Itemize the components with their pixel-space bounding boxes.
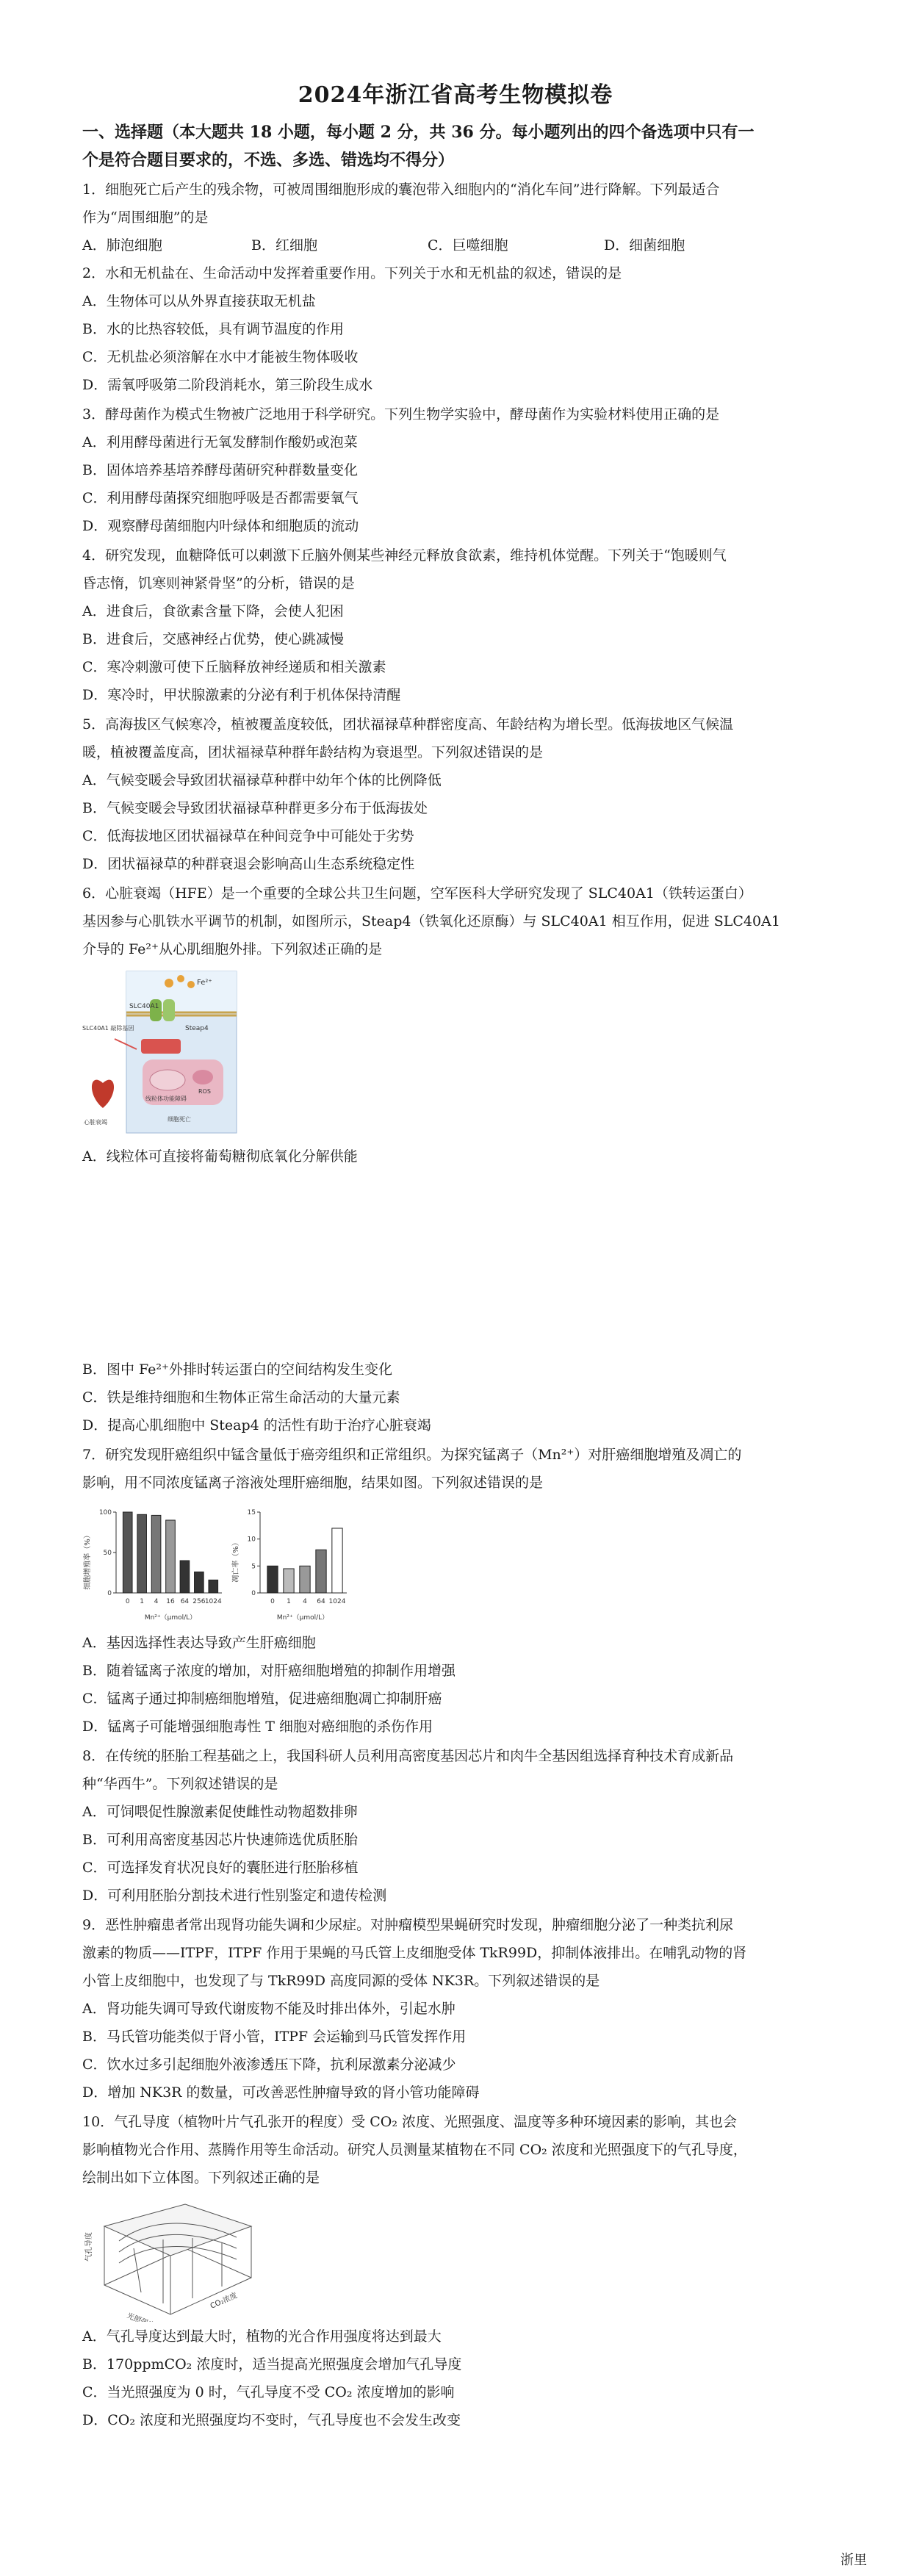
chart2-bar — [284, 1569, 294, 1593]
chart2-ytick-label: 0 — [251, 1590, 256, 1597]
q8-option-c: C．可选择发育状况良好的囊胚进行胚胎移植 — [82, 1860, 359, 1876]
q8-option-d: D．可利用胚胎分割技术进行性别鉴定和遗传检测 — [82, 1888, 387, 1904]
q1-option-c: C．巨噬细胞 — [428, 237, 508, 253]
chart2-ytick-label: 10 — [247, 1536, 256, 1544]
chart1-bar — [195, 1572, 204, 1593]
q6-fig-knockout-label: SLC40A1 敲除基因 — [82, 1025, 134, 1032]
q10-stem-line1: 10．气孔导度（植物叶片气孔张开的程度）受 CO₂ 浓度、光照强度、温度等多种环境因素的影响，其也会 — [82, 2114, 737, 2130]
chart1-xtick-label: 16 — [166, 1598, 175, 1605]
chart1-bar — [209, 1580, 218, 1593]
q4-option-a: A．进食后，食欲素含量下降，会使人犯困 — [82, 603, 344, 619]
chart1-ylabel: 细胞增殖率（%） — [84, 1531, 92, 1590]
chart2-xtick-label: 1 — [287, 1598, 291, 1605]
q6-option-b: B．图中 Fe²⁺外排时转运蛋白的空间结构发生变化 — [82, 1361, 393, 1378]
chart2-xtick-label: 1024 — [328, 1598, 346, 1605]
chart1-xticks — [126, 1598, 222, 1605]
q9-stem-line2: 激素的物质——ITPF，ITPF 作用于果蝇的马氏管上皮细胞受体 TkR99D，抑制体液排出。在哺乳动物的肾 — [82, 1945, 747, 1961]
q10-stem-line2: 影响植物光合作用、蒸腾作用等生命活动。研究人员测量某植物在不同 CO₂ 浓度和光照强度下的气孔导度， — [82, 2142, 747, 2158]
q10-option-c: C．当光照强度为 0 时，气孔导度不受 CO₂ 浓度增加的影响 — [82, 2384, 455, 2400]
q9-option-c: C．饮水过多引起细胞外液渗透压下降，抗利尿激素分泌减少 — [82, 2057, 456, 2073]
q1-stem-line2: 作为“周围细胞”的是 — [82, 209, 209, 226]
q10-fig-axis-x: 光照强度 — [125, 2311, 156, 2322]
chart1-xtick-label: 64 — [180, 1598, 190, 1605]
q10-stem-line3: 绘制出如下立体图。下列叙述正确的是 — [82, 2170, 320, 2186]
chart2-bar — [300, 1566, 310, 1593]
page-footer: 浙里 — [840, 2552, 867, 2568]
chart1-bar — [123, 1512, 132, 1593]
q6-option-d: D．提高心肌细胞中 Steap4 的活性有助于治疗心脏衰竭 — [82, 1417, 431, 1433]
q6-fig-fe-label: Fe²⁺ — [197, 979, 212, 987]
q7-chart-svg — [82, 1502, 361, 1627]
q3-stem-line1: 3．酵母菌作为模式生物被广泛地用于科学研究。下列生物学实验中，酵母菌作为实验材料使用正确的是 — [82, 406, 720, 422]
chart1-xtick-label: 256 — [192, 1598, 206, 1605]
chart2-ylabel: 凋亡率（%） — [232, 1539, 240, 1583]
chart2-xtick-label: 0 — [270, 1598, 275, 1605]
q2-option-c: C．无机盐必须溶解在水中才能被生物体吸收 — [82, 349, 359, 365]
chart2-xtick-label: 64 — [317, 1598, 325, 1605]
q6-stem-line1: 6．心脏衰竭（HFE）是一个重要的全球公共卫生问题，空军医科大学研究发现了 SLC40A1（铁转运蛋白） — [82, 885, 752, 902]
q6-option-a: A．线粒体可直接将葡萄糖彻底氧化分解供能 — [82, 1148, 358, 1165]
chart1-xtick-label: 1024 — [204, 1598, 222, 1605]
q4-option-b: B．进食后，交感神经占优势，使心跳减慢 — [82, 631, 344, 647]
chart2-ytick-label: 5 — [251, 1563, 256, 1571]
q9-option-b: B．马氏管功能类似于肾小管，ITPF 会运输到马氏管发挥作用 — [82, 2029, 467, 2045]
q7-option-d: D．锰离子可能增强细胞毒性 T 细胞对癌细胞的杀伤作用 — [82, 1719, 433, 1735]
q10-option-d: D．CO₂ 浓度和光照强度均不变时，气孔导度也不会发生改变 — [82, 2412, 461, 2428]
chart1-xtick-label: 1 — [140, 1598, 145, 1605]
chart1-xtick-label: 0 — [125, 1598, 130, 1605]
q3-option-c: C．利用酵母菌探究细胞呼吸是否都需要氧气 — [82, 490, 359, 506]
q1-stem-line1: 1．细胞死亡后产生的残余物，可被周围细胞形成的囊泡带入细胞内的“消化车间”进行降解。下列最适合 — [82, 181, 720, 198]
chart1-yticks — [99, 1509, 116, 1597]
q5-option-a: A．气候变暖会导致团状福禄草种群中幼年个体的比例降低 — [82, 772, 442, 788]
q4-option-d: D．寒冷时，甲状腺激素的分泌有利于机体保持清醒 — [82, 687, 401, 703]
q6-fig-slc-label: SLC40A1 — [129, 1003, 159, 1010]
q7-option-a: A．基因选择性表达导致产生肝癌细胞 — [82, 1635, 316, 1651]
q6-fig-mito-label: 线粒体功能障碍 — [145, 1095, 187, 1102]
chart1-xlabel: Mn²⁺（μmol/L） — [144, 1614, 197, 1622]
q9-stem-line1: 9．恶性肿瘤患者常出现肾功能失调和少尿症。对肿瘤模型果蝇研究时发现，肿瘤细胞分泌了一种类抗利尿 — [82, 1917, 734, 1933]
q9-option-d: D．增加 NK3R 的数量，可改善恶性肿瘤导致的肾小管功能障碍 — [82, 2084, 480, 2101]
chart2-bar — [316, 1550, 326, 1593]
chart1-bar — [137, 1514, 147, 1593]
q2-option-a: A．生物体可以从外界直接获取无机盐 — [82, 293, 316, 309]
q7-figure — [82, 1502, 361, 1627]
chart1-bar — [166, 1520, 176, 1593]
q6-fig-death-label: 细胞死亡 — [168, 1116, 191, 1123]
chart1-bars — [123, 1512, 217, 1593]
chart2-yticks — [248, 1509, 260, 1597]
q8-stem-line2: 种“华西牛”。下列叙述错误的是 — [82, 1776, 278, 1792]
q5-stem-line2: 暖，植被覆盖度高，团状福禄草种群年龄结构为衰退型。下列叙述错误的是 — [82, 744, 544, 760]
q10-3d-figure — [82, 2197, 266, 2322]
chart2-ytick-label: 15 — [247, 1509, 256, 1517]
chart1-bar — [151, 1515, 161, 1593]
q6-fig-ros-label: ROS — [198, 1088, 211, 1095]
q6-fig-heart-label: 心脏衰竭 — [84, 1119, 107, 1126]
q1-option-a: A．肺泡细胞 — [82, 237, 162, 253]
q4-stem-line2: 昏志惰，饥寒则神紧骨坚”的分析，错误的是 — [82, 575, 355, 591]
q5-option-b: B．气候变暖会导致团状福禄草种群更多分布于低海拔处 — [82, 800, 428, 816]
q10-option-a: A．气孔导度达到最大时，植物的光合作用强度将达到最大 — [82, 2328, 442, 2345]
chart2-xtick-label: 4 — [303, 1598, 307, 1605]
q3-option-b: B．固体培养基培养酵母菌研究种群数量变化 — [82, 462, 358, 478]
q5-option-c: C．低海拔地区团状福禄草在种间竞争中可能处于劣势 — [82, 828, 414, 844]
q7-stem-line1: 7．研究发现肝癌组织中锰含量低于癌旁组织和正常组织。为探究锰离子（Mn²⁺）对肝癌细胞增殖及凋亡的 — [82, 1447, 742, 1463]
q10-fig-axis-z: 气孔导度 — [85, 2232, 93, 2262]
q5-stem-line1: 5．高海拔区气候寒冷，植被覆盖度较低，团状福禄草种群密度高、年龄结构为增长型。低海拔地区气候温 — [82, 716, 734, 733]
q7-option-b: B．随着锰离子浓度的增加，对肝癌细胞增殖的抑制作用增强 — [82, 1663, 455, 1679]
q8-option-b: B．可利用高密度基因芯片快速筛选优质胚胎 — [82, 1832, 358, 1848]
q8-stem-line1: 8．在传统的胚胎工程基础之上，我国科研人员利用高密度基因芯片和肉牛全基因组选择育种技术育成新品 — [82, 1748, 734, 1764]
chart2-bar — [332, 1528, 342, 1593]
chart1-ytick-label: 50 — [103, 1550, 112, 1557]
q7-option-c: C．锰离子通过抑制癌细胞增殖，促进癌细胞凋亡抑制肝癌 — [82, 1691, 442, 1707]
section-heading-line2: 个是符合题目要求的，不选、多选、错选均不得分） — [82, 151, 455, 170]
q4-stem-line1: 4．研究发现，血糖降低可以刺激下丘脑外侧某些神经元释放食欲素，维持机体觉醒。下列关于“饱暖则气 — [82, 547, 727, 564]
q7-stem-line2: 影响，用不同浓度锰离子溶液处理肝癌细胞，结果如图。下列叙述错误的是 — [82, 1475, 544, 1491]
q8-option-a: A．可饲喂促性腺激素促使雌性动物超数排卵 — [82, 1804, 358, 1820]
exam-title: 2024年浙江省高考生物模拟卷 — [298, 82, 613, 108]
q1-option-d: D．细菌细胞 — [604, 237, 685, 253]
q3-option-d: D．观察酵母菌细胞内叶绿体和细胞质的流动 — [82, 518, 359, 534]
q10-option-b: B．170ppmCO₂ 浓度时，适当提高光照强度会增加气孔导度 — [82, 2356, 462, 2372]
q10-fig-axis-y: CO₂浓度 — [209, 2291, 239, 2311]
q1-option-b: B．红细胞 — [251, 237, 317, 253]
chart2-xlabel: Mn²⁺（μmol/L） — [276, 1614, 329, 1622]
chart2-xticks — [270, 1598, 346, 1605]
chart2-bar — [267, 1566, 278, 1593]
chart1-bar — [180, 1561, 190, 1593]
q6-figure — [82, 968, 240, 1137]
q5-option-d: D．团状福禄草的种群衰退会影响高山生态系统稳定性 — [82, 856, 415, 872]
chart1-xtick-label: 4 — [154, 1598, 159, 1605]
chart2-bars — [267, 1528, 342, 1593]
q2-option-d: D．需氧呼吸第二阶段消耗水，第三阶段生成水 — [82, 377, 373, 393]
section-heading-line1: 一、选择题（本大题共 18 小题，每小题 2 分，共 36 分。每小题列出的四个备选项中只有一 — [82, 123, 755, 142]
q3-option-a: A．利用酵母菌进行无氧发酵制作酸奶或泡菜 — [82, 434, 358, 450]
chart1-ytick-label: 0 — [107, 1590, 112, 1597]
q2-option-b: B．水的比热容较低，具有调节温度的作用 — [82, 321, 344, 337]
q9-option-a: A．肾功能失调可导致代谢废物不能及时排出体外，引起水肿 — [82, 2001, 455, 2017]
q6-stem-line3: 介导的 Fe²⁺从心肌细胞外排。下列叙述正确的是 — [82, 941, 383, 957]
q4-option-c: C．寒冷刺激可使下丘脑释放神经递质和相关激素 — [82, 659, 386, 675]
q6-option-c: C．铁是维持细胞和生物体正常生命活动的大量元素 — [82, 1389, 400, 1406]
q6-stem-line2: 基因参与心肌铁水平调节的机制，如图所示，Steap4（铁氧化还原酶）与 SLC40A1 相互作用，促进 SLC40A1 — [82, 913, 780, 929]
q6-fig-steap-label: Steap4 — [185, 1025, 209, 1032]
q9-stem-line3: 小管上皮细胞中，也发现了与 TkR99D 高度同源的受体 NK3R。下列叙述错误的是 — [82, 1973, 600, 1989]
q2-stem-line1: 2．水和无机盐在、生命活动中发挥着重要作用。下列关于水和无机盐的叙述，错误的是 — [82, 265, 622, 281]
chart1-ytick-label: 100 — [98, 1509, 112, 1517]
